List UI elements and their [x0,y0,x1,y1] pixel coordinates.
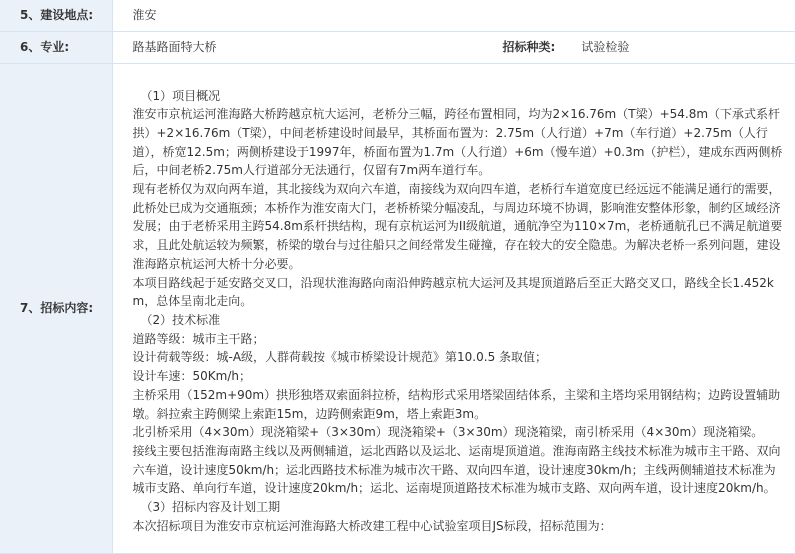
content-paragraph: （1）项目概况 [140,88,221,103]
tender-type-value: 试验检验 [567,32,795,64]
location-label: 5、建设地点: [0,0,112,32]
major-value: 路基路面特大桥 [112,32,340,64]
content-paragraph: 设计车速：50Km/h； [132,369,251,384]
content-paragraph: （2）技术标准 [140,313,221,327]
major-label: 6、专业: [0,32,112,64]
content-paragraph: 接线主要包括淮海南路主线以及两侧辅道，运北西路以及运北、运南堤顶道道。淮海南路主线技术标准为城市主干路、双向六车道，设计速度50km/h；运北西路技术标准为城市次干路、双向四车道，设计速度30km/h；主线两侧辅道技术标准为城市支路、单向行车道，设计速度20km/h；运北、运南堤顶道路技术标准为城市支路、双向两车道，设计速度20km/h。 [132,443,781,496]
content-paragraph: 北引桥采用（4×30m）现浇箱梁+（3×30m）现浇箱梁+（3×30m）现浇箱梁，南引桥采用（4×30m）现浇箱梁。 [132,425,764,440]
content-paragraph: 本项目路线起于延安路交叉口，沿现状淮海路向南沿伸跨越京杭大运河及其堤顶道路后至正大路交叉口，路线全长1.452km，总体呈南北走向。 [132,275,774,309]
content-paragraph: 道路等级：城市主干路； [132,331,265,346]
content-paragraph: （3）招标内容及计划工期 [140,500,281,515]
row-major [0,32,795,64]
content-paragraph: 主桥采用（152m+90m）拱形独塔双索面斜拉桥，结构形式采用塔梁固结体系，主梁和主塔均采用钢结构；边跨设置辅助墩。斜拉索主跨侧梁上索距15m，边跨侧索距9m，塔上索距3m。 [132,387,781,421]
row-content [0,64,795,554]
content-paragraph: 现有老桥仅为双向两车道，其北接线为双向六车道，南接线为双向四车道，老桥行车道宽度已经远远不能满足通行的需要，此桥处已成为交通瓶颈；本桥作为淮安南大门，老桥桥梁分幅凌乱，与周边环境不协调，影响淮安整体形象，制约区域经济发展；由于老桥采用主跨54.8m系杆拱结构，现有京杭运河为II级航道，通航净空为110×7m，老桥通航孔已不满足航道要求，且此处航运较为频繁，桥梁的墩台与过往船只之间经常发生碰撞，存在较大的安全隐患。为解决老桥一系列问题，建设淮海路京杭运河大桥十分必要。 [132,182,783,271]
row-location [0,0,795,32]
tender-type-label: 招标种类: [340,32,568,64]
content-body [112,64,795,554]
content-paragraph: 设计荷载等级：城-A级，人群荷载按《城市桥梁设计规范》第10.0.5 条取值； [132,350,548,365]
content-label: 7、招标内容: [0,64,112,554]
content-paragraph: 本次招标项目为淮安市京杭运河淮海路大桥改建工程中心试验室项目JS标段，招标范围为： [132,518,612,533]
content-paragraph: 淮安市京杭运河淮海路大桥跨越京杭大运河，老桥分三幅，跨径布置相同，均为2×16.76m（T梁）+54.8m（下承式系杆拱）+2×16.76m（T梁），中间老桥建设时间最早，其桥面布置为：2.75m（人行道）+7m（车行道）+2.75m（人行道），桥宽12.5m；两侧桥建设于1997年，桥面布置为1.7m（人行道）+6m（慢车道）+0.3m（护栏），建成东西两侧桥后，中间老桥2.75m人行道部分无法通行，仅留有7m两车道行车。 [132,107,783,178]
location-value: 淮安 [112,0,795,32]
